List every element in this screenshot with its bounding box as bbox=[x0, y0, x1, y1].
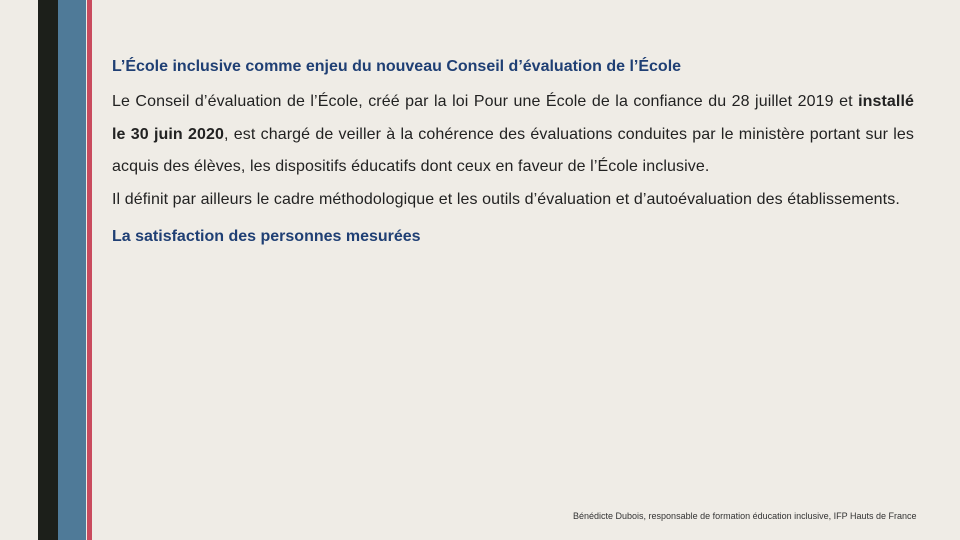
paragraph-1-bold: installé le 30 juin 2020 bbox=[112, 93, 914, 143]
paragraph-1-part-1: Le Conseil d’évaluation de l’École, créé par la loi Pour une École de la confiance du 28 juillet 2019 et bbox=[112, 93, 859, 110]
slide-content bbox=[112, 56, 914, 248]
footer-credit: Bénédicte Dubois, responsable de formation éducation inclusive, IFP Hauts de France bbox=[573, 511, 917, 521]
paragraph-2: Il définit par ailleurs le cadre méthodologique et les outils d’évaluation et d’autoévaluation des établissements. bbox=[112, 190, 900, 208]
left-blue-bar bbox=[58, 0, 86, 540]
paragraph-1-part-2: , est chargé de veiller à la cohérence des évaluations conduites par le ministère portant sur les acquis des élèves, les dispositifs éducatifs dont ceux en faveur de l’École inclusive. bbox=[112, 125, 914, 175]
left-dark-bar bbox=[38, 0, 58, 540]
paragraph-1 bbox=[112, 86, 914, 184]
slide-subtitle: La satisfaction des personnes mesurées bbox=[112, 228, 421, 245]
slide-title: L’École inclusive comme enjeu du nouveau Conseil d’évaluation de l’École bbox=[112, 58, 682, 75]
left-red-bar bbox=[87, 0, 92, 540]
